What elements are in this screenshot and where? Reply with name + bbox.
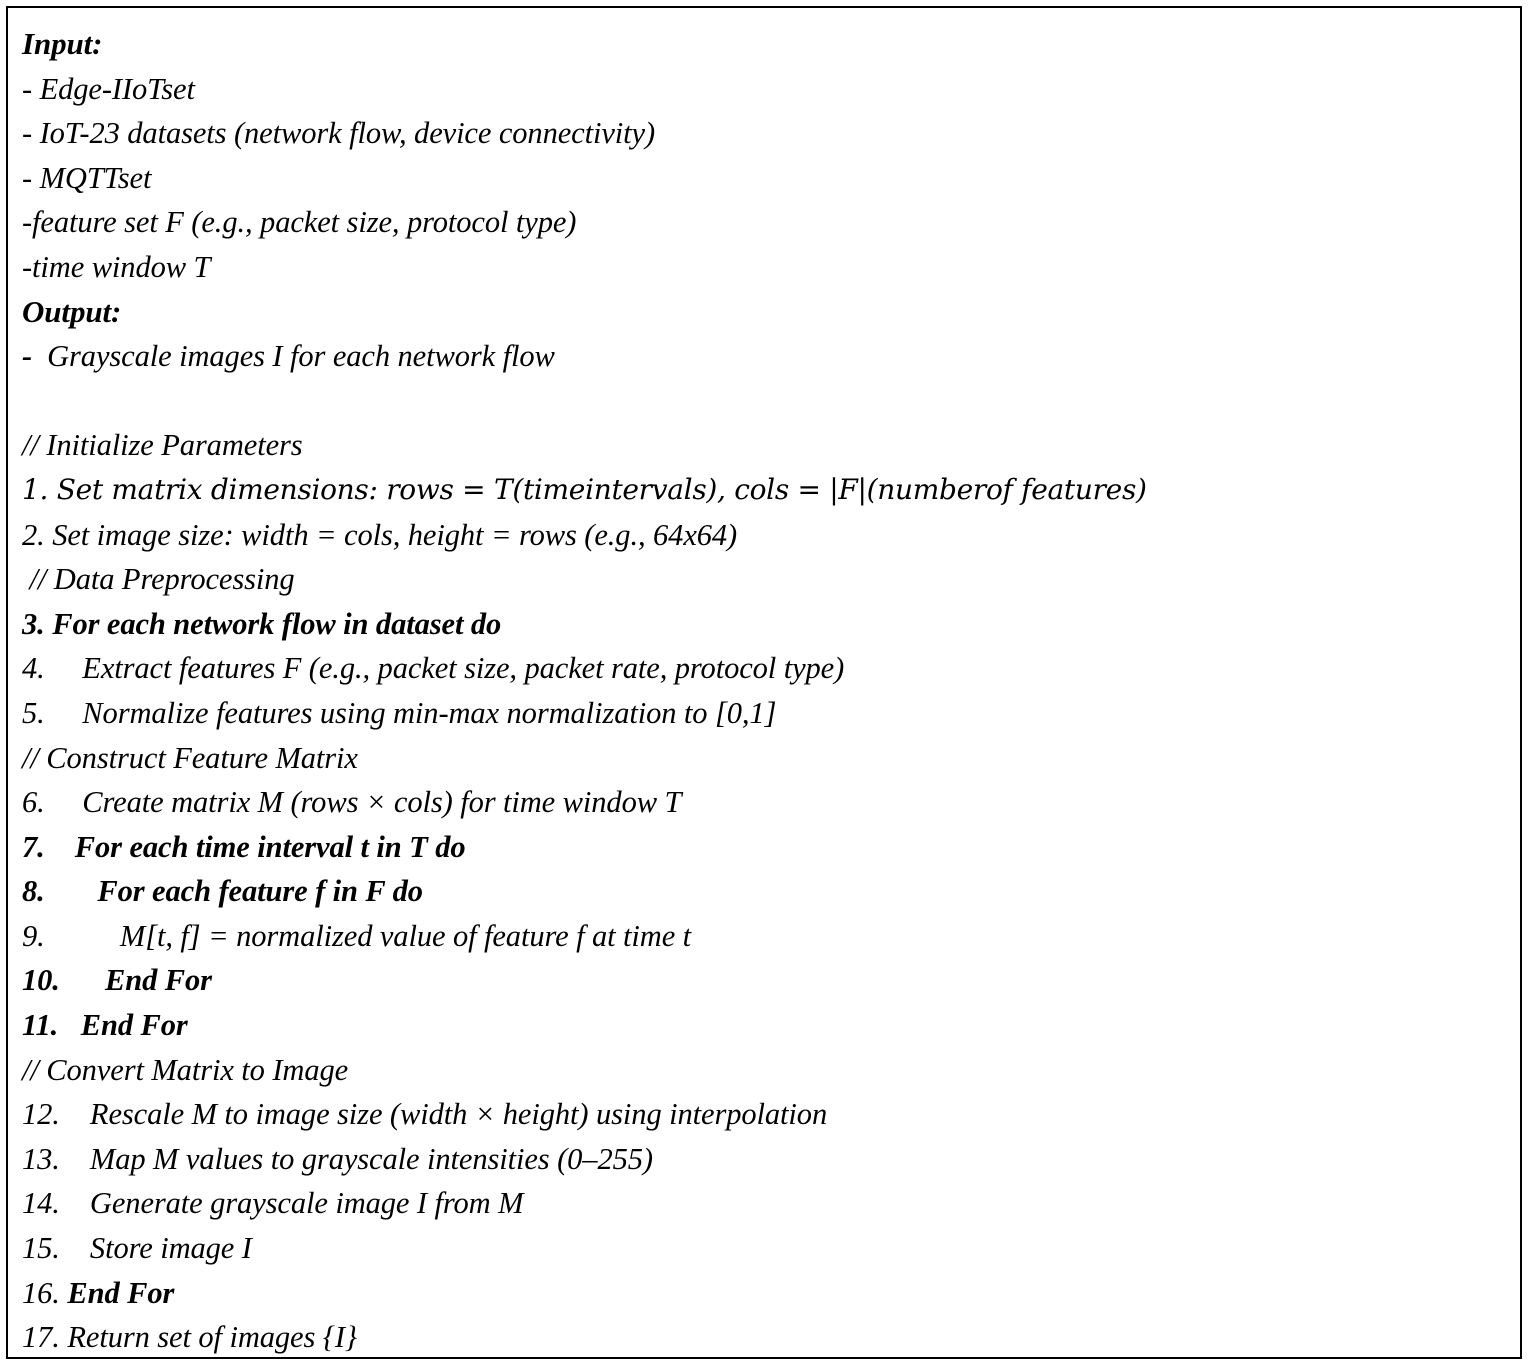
code-line-step-7: 7. For each time interval t in T do (22, 829, 466, 864)
code-line-input-mqttset: - MQTTset (22, 160, 152, 195)
code-line-step-4: 4. Extract features F (e.g., packet size, packet rate, protocol type) (22, 651, 845, 686)
code-line-step-11: 11. End For (22, 1008, 188, 1043)
code-line-input-feature-set: -feature set F (e.g., packet size, protocol type) (22, 205, 577, 240)
code-line-number: 16. (22, 1275, 68, 1310)
code-line-step-14: 14. Generate grayscale image I from M (22, 1186, 524, 1221)
code-line-step-9: 9. M[t, f] = normalized value of feature f at time t (22, 918, 692, 953)
code-line-comment-preprocess: // Data Preprocessing (22, 562, 295, 597)
code-line-step-6: 6. Create matrix M (rows × cols) for time window T (22, 785, 682, 820)
code-line-input-edge-iiotset: - Edge-IIoTset (22, 71, 195, 106)
code-line-step-17: 17. Return set of images {I} (22, 1320, 358, 1355)
code-line-spacer-1 (22, 379, 1510, 424)
code-line-output-header: Output: (22, 293, 122, 329)
code-line-output-grayscale (22, 334, 1510, 379)
code-line-step-13: 13. Map M values to grayscale intensities (0–255) (22, 1141, 653, 1176)
code-line-comment-init: // Initialize Parameters (22, 428, 303, 463)
code-line-step-5: 5. Normalize features using min-max normalization to [0,1] (22, 695, 777, 730)
code-line-step-16 (22, 1271, 1510, 1316)
code-line-step-10: 10. End For (22, 963, 212, 998)
code-line-bullet: - (22, 339, 33, 374)
code-line-keyword: End For (67, 1275, 175, 1310)
code-line-step-2: 2. Set image size: width = cols, height = rows (e.g., 64x64) (22, 517, 738, 552)
pseudocode-listing (8, 8, 1520, 1359)
code-line-step-15: 15. Store image I (22, 1231, 252, 1266)
code-line-step-12: 12. Rescale M to image size (width × height) using interpolation (22, 1097, 828, 1132)
code-line-input-header: Input: (22, 26, 103, 61)
code-line-step-1: 1. Set matrix dimensions: rows = T(timeintervals), cols = |F|(numberof features) (22, 472, 1147, 506)
code-line-comment-construct: // Construct Feature Matrix (22, 740, 358, 775)
code-line-input-time-window: -time window T (22, 249, 211, 284)
code-line-step-3: 3. For each network flow in dataset do (22, 606, 502, 641)
code-line-text: Grayscale images I for each network flow (32, 339, 555, 374)
code-line-step-8: 8. For each feature f in F do (22, 874, 423, 909)
code-line-comment-convert: // Convert Matrix to Image (22, 1052, 349, 1087)
code-line-input-iot23: - IoT-23 datasets (network flow, device connectivity) (22, 116, 656, 151)
algorithm-pseudocode-box (6, 6, 1522, 1359)
